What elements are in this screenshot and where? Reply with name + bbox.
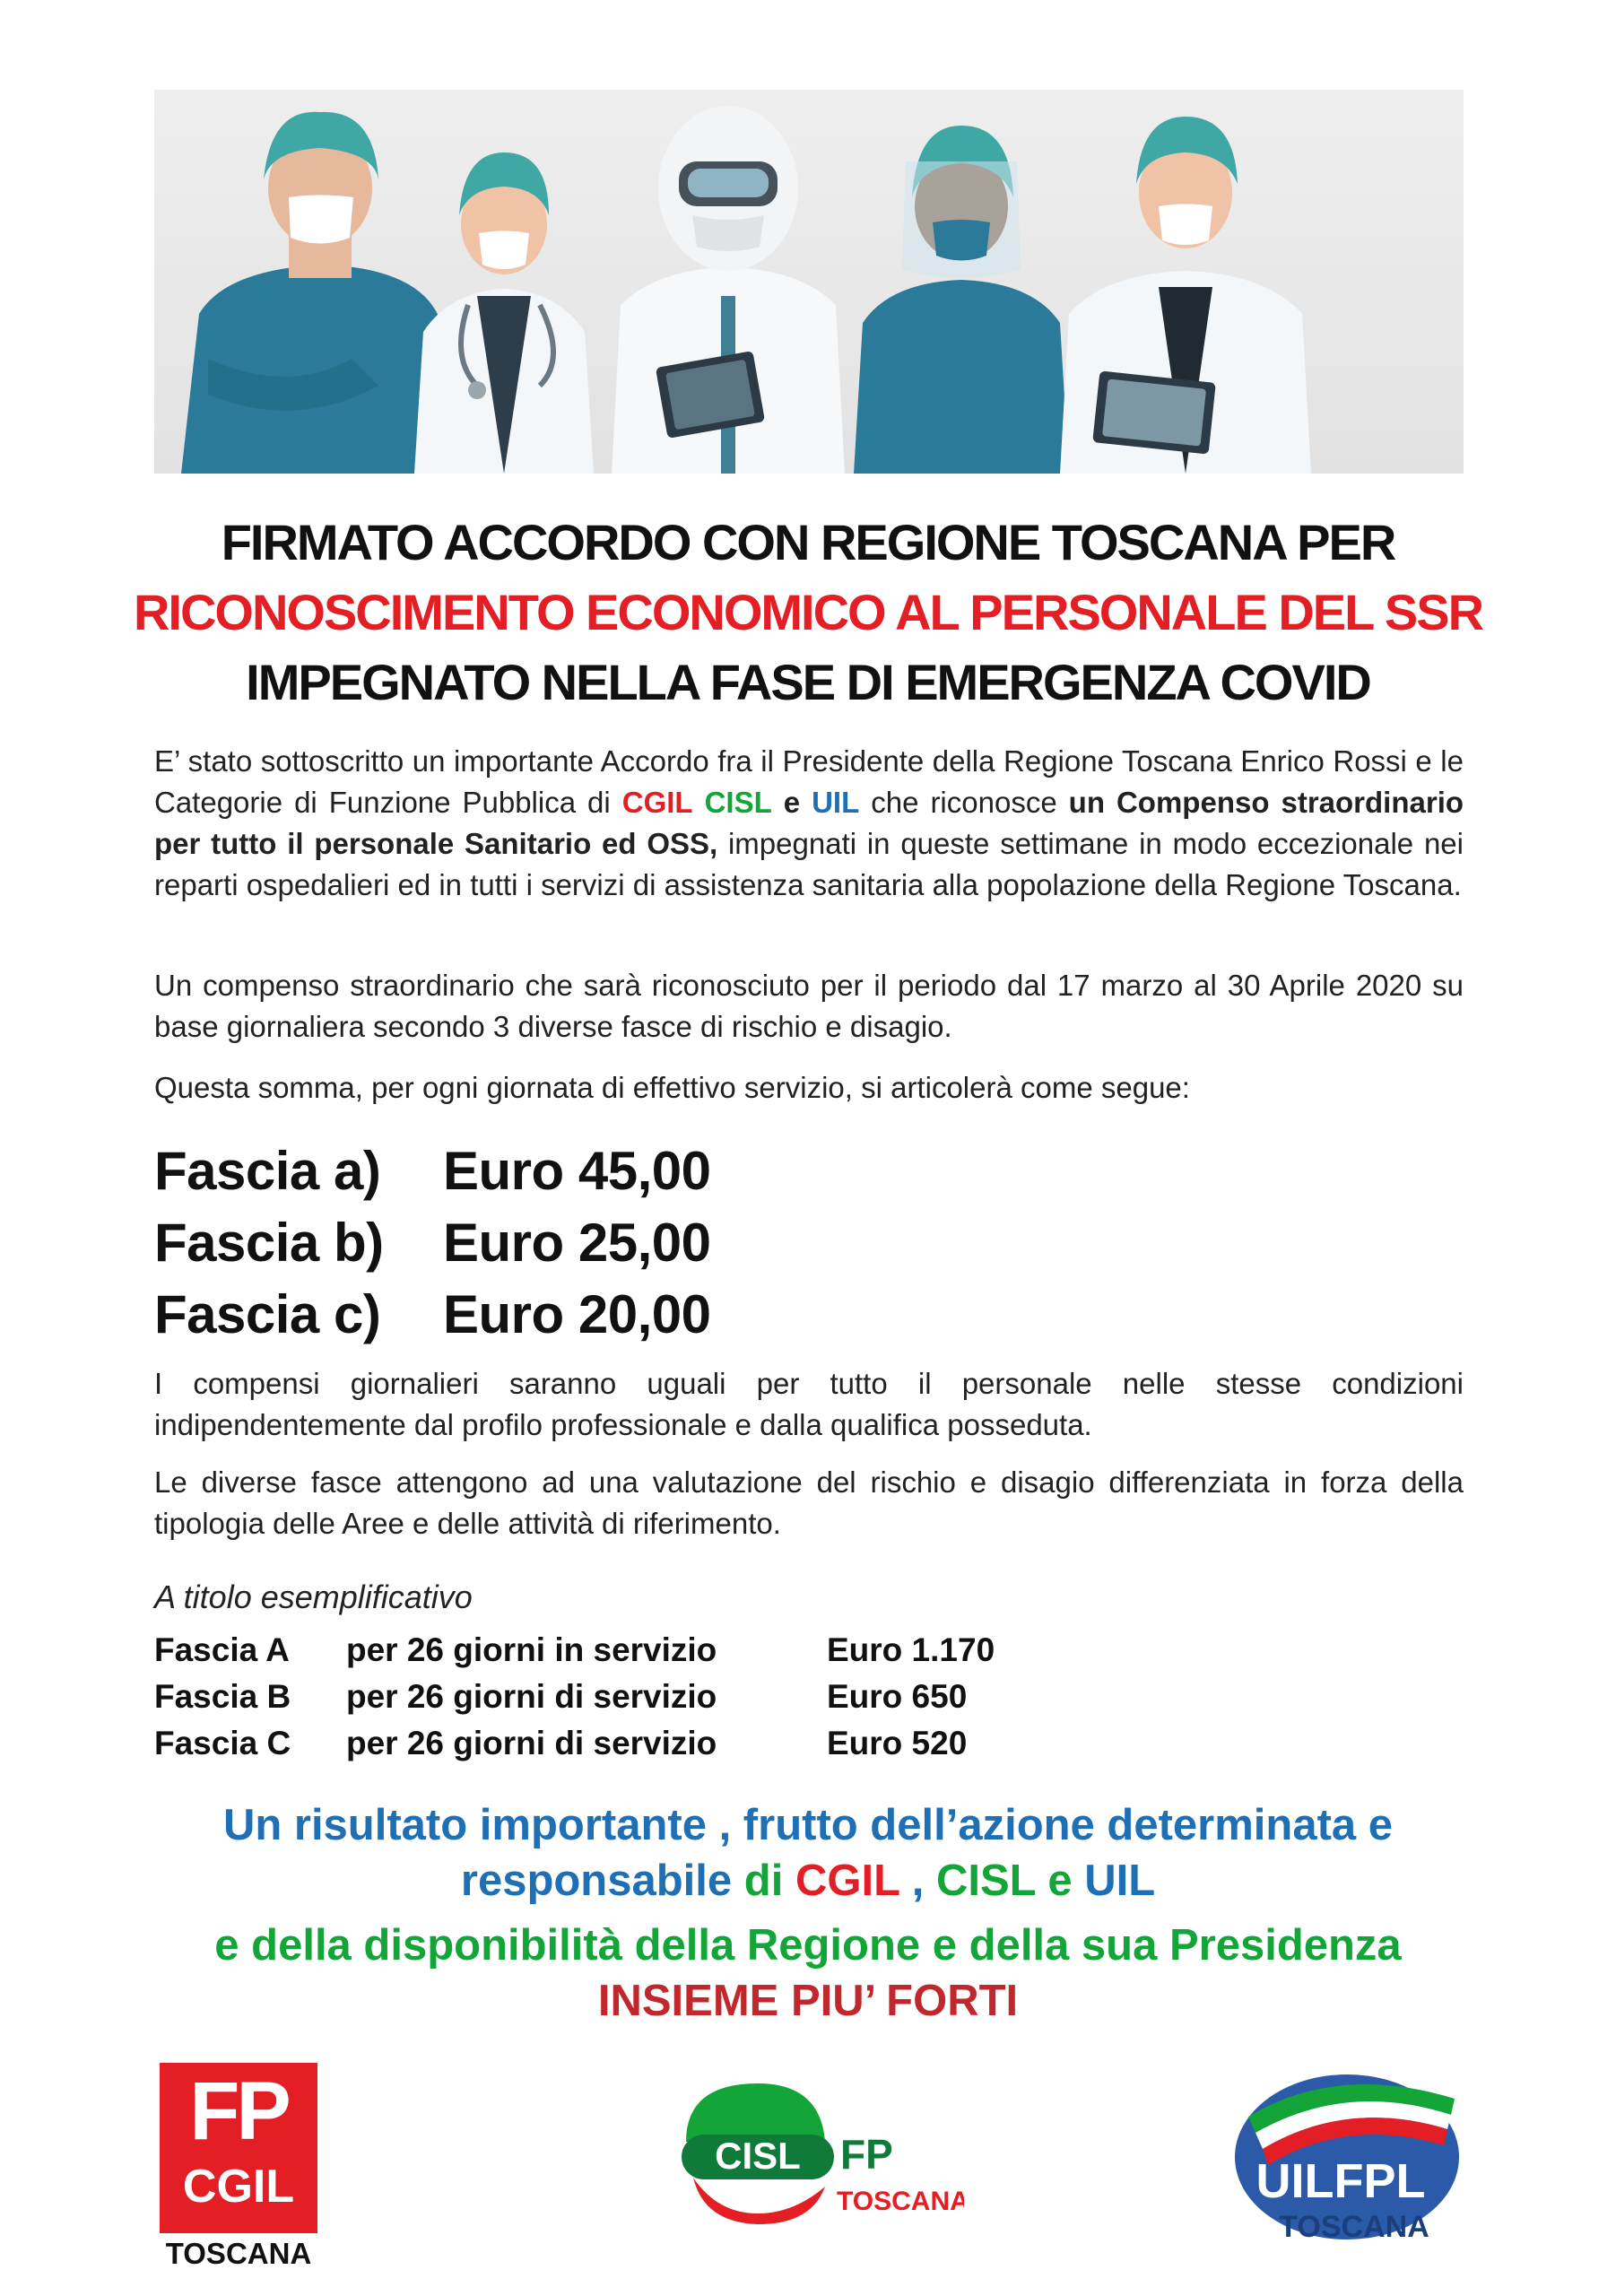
- example-amount: Euro 520: [827, 1725, 968, 1761]
- fp-cgil-logo-cgil: CGIL: [182, 2161, 295, 2213]
- example-amount: Euro 650: [827, 1678, 968, 1715]
- intro-bold: un Compenso straordinario per tutto il personale Sanitario ed OSS,: [154, 786, 1464, 860]
- closing-di: di: [743, 1857, 795, 1905]
- fp-cgil-logo-fp: FP: [189, 2066, 288, 2157]
- fascia-a-row: [154, 1135, 711, 1207]
- intro-text-3: impegnati in queste settimane in modo eccezionale nei reparti ospedalieri ed in tutti i servizi di assistenza sanitaria alla popolazione della Regione Toscana.: [154, 827, 1464, 901]
- figure-nurse-scrubs: [181, 112, 450, 474]
- figure-nurse-face-shield: [854, 126, 1069, 474]
- example-title: A titolo esemplificativo: [154, 1578, 473, 1615]
- example-row: [154, 1720, 967, 1767]
- closing-responsabile: responsabile: [460, 1857, 744, 1905]
- intro-uil: UIL: [812, 786, 860, 819]
- fascia-b-row: [154, 1207, 711, 1279]
- intro-cgil: CGIL: [621, 786, 693, 819]
- uil-fpl-logo-toscana: TOSCANA: [1279, 2210, 1429, 2242]
- closing-line-2: [0, 1853, 1616, 1909]
- fascia-c-amount: Euro 20,00: [443, 1284, 711, 1344]
- closing-slogan: INSIEME PIU’ FORTI: [597, 1977, 1019, 2025]
- cisl-fp-logo-toscana: TOSCANA: [837, 2187, 964, 2216]
- period-paragraph: Un compenso straordinario che sarà riconosciuto per il periodo dal 17 marzo al 30 Aprile 2020 su base giornaliera secondo 3 diverse fasce di rischio e disagio.: [154, 969, 1464, 1043]
- closing-line-3: e della disponibilità della Regione e della sua Presidenza: [214, 1921, 1402, 1970]
- fascia-c-row: [154, 1279, 711, 1351]
- intro-paragraph: [154, 741, 1464, 906]
- closing-uil: UIL: [1084, 1857, 1156, 1905]
- uil-fpl-logo: [1212, 2063, 1469, 2242]
- cisl-fp-logo-fp: FP: [840, 2131, 893, 2178]
- closing-e: e: [1035, 1857, 1085, 1905]
- figure-doctor-tablet: [1060, 117, 1311, 474]
- example-row: [154, 1674, 967, 1720]
- hero-illustration-medical-staff: [154, 90, 1464, 474]
- example-period: per 26 giorni di servizio: [346, 1725, 717, 1761]
- figure-protective-suit: [612, 106, 845, 474]
- intro-text-1: E’ stato sottoscritto un importante Accordo fra il Presidente della Regione Toscana Enrico Rossi e le Categorie di Funzione Pubblica di: [154, 744, 1464, 819]
- example-fascia: Fascia C: [154, 1725, 291, 1761]
- example-fascia: Fascia B: [154, 1678, 291, 1715]
- equal-pay-paragraph: I compensi giornalieri saranno uguali per tutto il personale nelle stesse condizioni indipendentemente dal profilo professionale e dalla qualifica posseduta.: [154, 1367, 1464, 1441]
- breakdown-intro: Questa somma, per ogni giornata di effettivo servizio, si articolerà come segue:: [154, 1071, 1190, 1104]
- cisl-fp-logo: [668, 2079, 964, 2230]
- closing-comma: ,: [899, 1857, 936, 1905]
- fascia-b-amount: Euro 25,00: [443, 1213, 711, 1273]
- example-period: per 26 giorni in servizio: [346, 1631, 717, 1668]
- example-fascia: Fascia A: [154, 1631, 290, 1668]
- intro-cisl: CISL: [704, 786, 772, 819]
- figure-doctor-stethoscope: [414, 152, 594, 474]
- fp-cgil-logo-caption: TOSCANA: [165, 2237, 312, 2270]
- risk-paragraph: Le diverse fasce attengono ad una valutazione del rischio e disagio differenziata in forza della tipologia delle Aree e delle attività di riferimento.: [154, 1465, 1464, 1540]
- headline-line-2: RICONOSCIMENTO ECONOMICO AL PERSONALE DEL SSR: [133, 584, 1483, 640]
- fascia-c-label: Fascia c): [154, 1284, 381, 1344]
- intro-and: e: [783, 786, 801, 819]
- headline-line-3: IMPEGNATO NELLA FASE DI EMERGENZA COVID: [246, 654, 1370, 710]
- fascia-a-label: Fascia a): [154, 1141, 381, 1201]
- headline-line-1: FIRMATO ACCORDO CON REGIONE TOSCANA PER: [221, 514, 1395, 570]
- fascia-a-amount: Euro 45,00: [443, 1141, 711, 1201]
- example-amount: Euro 1.170: [827, 1631, 995, 1668]
- closing-cisl: CISL: [935, 1857, 1036, 1905]
- closing-line-1: Un risultato importante , frutto dell’azione determinata e: [222, 1801, 1394, 1849]
- fascia-b-label: Fascia b): [154, 1213, 384, 1273]
- example-period: per 26 giorni di servizio: [346, 1678, 717, 1715]
- cisl-fp-logo-cisl: CISL: [715, 2135, 801, 2177]
- intro-text-2: che riconosce: [859, 786, 1069, 819]
- example-row: [154, 1627, 995, 1674]
- uil-fpl-logo-main: UILFPL: [1255, 2154, 1426, 2208]
- fp-cgil-logo: [160, 2063, 317, 2233]
- closing-cgil: CGIL: [795, 1857, 900, 1905]
